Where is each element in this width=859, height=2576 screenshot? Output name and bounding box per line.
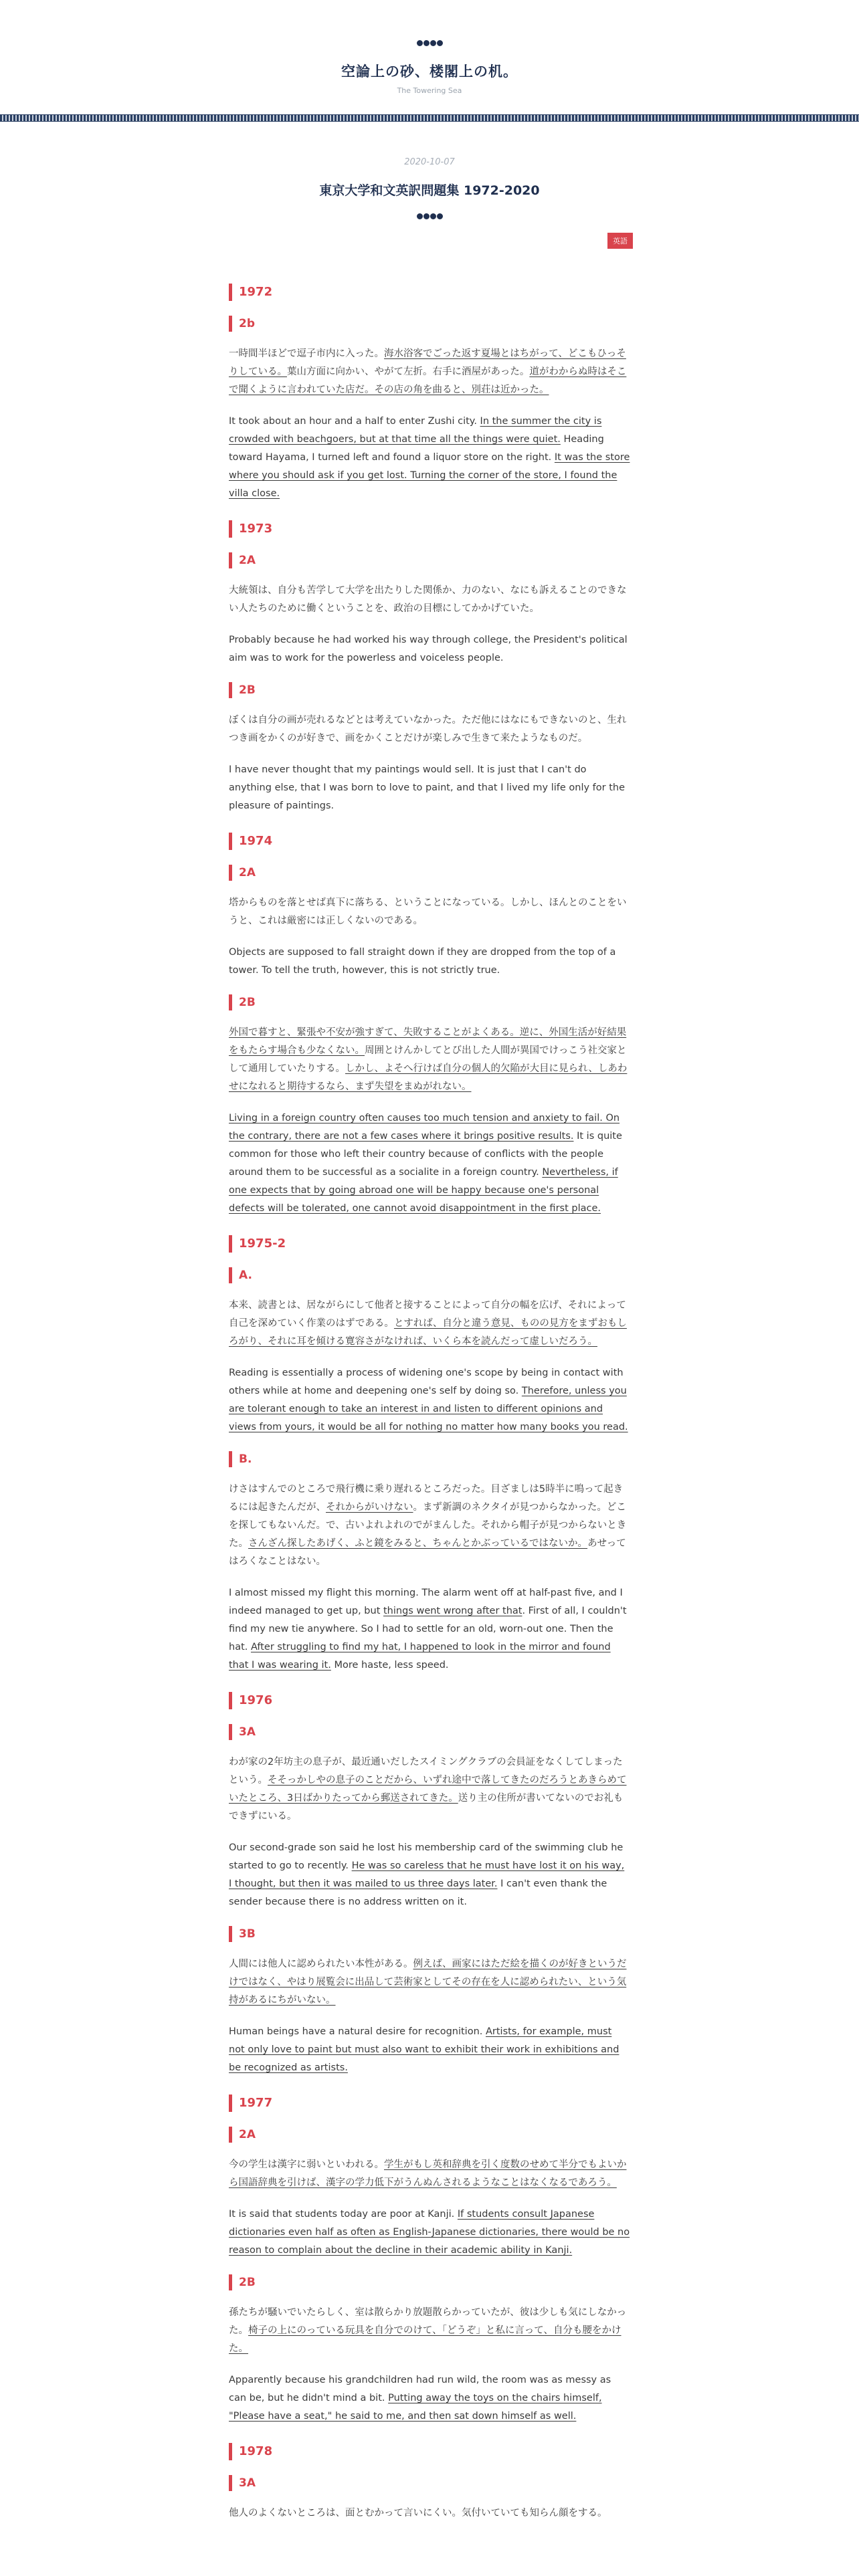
year-heading: 1973	[229, 520, 630, 538]
text-segment: 大統領は、自分も苦学して大学を出たりした関係か、力のない、なにも訴えることのできない人たちのために働くということを、政治の目標にしてかかげていた。	[229, 585, 627, 614]
section-heading: 2b	[229, 316, 630, 332]
text-segment: Reading is essentially a process of widening one's scope by being in contact with others while at home and deepening one's self by doing so.	[229, 1368, 624, 1396]
paragraph	[229, 1839, 630, 1911]
paragraph	[229, 2156, 630, 2192]
underlined-text: Putting away the toys on the chairs himself, "Please have a seat," he said to me, and then sat down himself as well.	[229, 2393, 602, 2422]
underlined-text: Living in a foreign country often causes too much tension and anxiety to fail. On the contrary, there are not a few cases where it brings positive results.	[229, 1113, 620, 1142]
underlined-text: He was so careless that he must have lost it on his way, I thought, but then it was mailed to us three days later.	[229, 1860, 625, 1889]
paragraph	[229, 2504, 630, 2523]
text-segment: I have never thought that my paintings would sell. It is just that I can't do anything else, that I was born to love to paint, and that I lived my life only for the pleasure of paintings.	[229, 764, 626, 811]
section-heading: 2B	[229, 2274, 630, 2290]
paragraph	[229, 1955, 630, 2010]
text-segment: Human beings have a natural desire for recognition.	[229, 2026, 486, 2037]
text-segment: Heading toward Hayama, I turned left and found a liquor store on the right.	[229, 434, 604, 463]
year-heading: 1975-2	[229, 1235, 630, 1253]
underlined-text: それからがいけない	[326, 1502, 413, 1513]
underlined-text: さんざん探したあげく、ふと鏡をみると、ちゃんとかぶっているではないか。	[248, 1538, 588, 1549]
underlined-text: It was the store where you should ask if you get lost. Turning the corner of the store, I found the villa close.	[229, 452, 630, 499]
paragraph	[229, 2206, 630, 2260]
paragraph	[229, 712, 630, 748]
year-heading: 1976	[229, 1692, 630, 1709]
text-segment: It is said that students today are poor at Kanji.	[229, 2209, 458, 2220]
paragraph	[229, 1109, 630, 1218]
text-segment: 。まず新調のネクタイが見つからなかった。どこを探してもないんだ。で、古いよれよれのでがまんした。それから帽子が見つからないときた。	[229, 1502, 627, 1549]
text-segment: More haste, less speed.	[330, 1660, 449, 1671]
paragraph	[229, 2304, 630, 2358]
text-segment: Objects are supposed to fall straight down if they are dropped from the top of a tower. To tell the truth, however, this is not strictly true.	[229, 947, 616, 976]
text-segment: I almost missed my flight this morning. The alarm went off at half-past five, and I indeed managed to get up, but	[229, 1588, 623, 1616]
text-segment: わが家の2年坊主の息子が、最近通いだしたスイミングクラブの会員証をなくしてしまったという。	[229, 1757, 623, 1786]
section-heading: A.	[229, 1267, 630, 1283]
text-segment: ぼくは自分の画が売れるなどとは考えていなかった。ただ他にはなにもできないのと、生れつき画をかくのが好きで、画をかくことだけが楽しみで生きて来たようなものだ。	[229, 715, 627, 744]
paragraph	[229, 761, 630, 815]
text-segment: . First of all, I couldn't find my new tie anywhere. So I had to settle for an old, worn-out one. Then the hat.	[229, 1606, 627, 1652]
paragraph	[229, 894, 630, 930]
section-heading: 3A	[229, 2475, 630, 2491]
header-border-band	[0, 114, 859, 122]
text-segment: 周囲とけんかしてとび出した人間が異国でけっこう社交家として通用していたりする。	[229, 1045, 627, 1074]
text-segment: 本来、読書とは、居ながらにして他者と接することによって自分の幅を広げ、それによって自己を深めていく作業のはずである。	[229, 1300, 626, 1329]
paragraph	[229, 1584, 630, 1675]
section-heading: 2A	[229, 552, 630, 568]
year-heading: 1977	[229, 2095, 630, 2112]
underlined-text: things went wrong after that	[383, 1606, 522, 1616]
underlined-text: Therefore, unless you are tolerant enough to take an interest in and listen to different opinions and views from yours, it would be all for nothing no matter how many books you read.	[229, 1386, 628, 1432]
underlined-text: しかし、よそへ行けば自分の個人的欠陥が大目に見られ、しあわせになれると期待するなら、まず失望をまぬがれない。	[229, 1063, 628, 1092]
paragraph	[229, 413, 630, 503]
underlined-text: 椅子の上にのっている玩具を自分でのけて、「どうぞ」と私に言って、自分も腰をかけた。	[229, 2325, 622, 2354]
text-segment: I can't even thank the sender because there is no address written on it.	[229, 1879, 607, 1907]
text-segment: あせってはろくなことはない。	[229, 1538, 626, 1567]
text-segment: Our second-grade son said he lost his membership card of the swimming club he started to go to recently.	[229, 1842, 624, 1871]
section-heading: B.	[229, 1451, 630, 1467]
underlined-text: Artists, for example, must not only love to paint but must also want to exhibit their work in exhibitions and be recognized as artists.	[229, 2026, 619, 2073]
section-heading: 2B	[229, 682, 630, 698]
underlined-text: In the summer the city is crowded with beachgoers, but at that time all the things were quiet.	[229, 416, 602, 445]
section-heading: 3A	[229, 1724, 630, 1740]
paragraph	[229, 1297, 630, 1351]
text-segment: It took about an hour and a half to enter Zushi city.	[229, 416, 480, 427]
year-heading: 1978	[229, 2443, 630, 2460]
paragraph	[229, 944, 630, 980]
paragraph	[229, 2371, 630, 2426]
section-heading: 2B	[229, 994, 630, 1010]
text-segment: 人間には他人に認められたい本性がある。	[229, 1959, 413, 1969]
post-title: 東京大学和文英訳問題集 1972-2020	[319, 183, 540, 198]
underlined-text: 外国で暮すと、緊張や不安が強すぎて、失敗することがよくある。逆に、外国生活が好結果をもたらす場合も少なくない。	[229, 1027, 627, 1056]
paragraph	[229, 2023, 630, 2077]
text-segment: 他人のよくないところは、面とむかって言いにくい。気付いていても知らん顔をする。	[229, 2508, 607, 2518]
text-segment: Apparently because his grandchildren had run wild, the room was as messy as can be, but he didn't mind a bit.	[229, 2375, 611, 2403]
text-segment: 今の学生は漢字に弱いといわれる。	[229, 2159, 384, 2170]
text-segment: 孫たちが騒いでいたらしく、室は散らかり放題散らかっていたが、彼は少しも気にしなかった。	[229, 2307, 627, 2336]
site-subtitle: The Towering Sea	[397, 86, 462, 95]
site-header	[0, 0, 859, 120]
category-tag[interactable]: 英語	[607, 233, 633, 249]
text-segment: Probably because he had worked his way through college, the President's political aim was to work for the powerless and voiceless people.	[229, 635, 628, 663]
post-header	[0, 120, 859, 219]
text-segment: 一時間半ほどで逗子市内に入った。	[229, 348, 384, 359]
underlined-text: 海水浴客でごった返す夏場とはちがって、どこもひっそりしている。	[229, 348, 626, 377]
post-date: 2020-10-07	[404, 157, 455, 167]
section-heading: 2A	[229, 2127, 630, 2143]
title-dots-ornament	[0, 213, 859, 219]
paragraph	[229, 582, 630, 618]
paragraph	[229, 1753, 630, 1826]
text-segment: けさはすんでのところで飛行機に乗り遅れるところだった。目ざましは5時半に鳴って起きるには起きたんだが、	[229, 1484, 624, 1513]
paragraph	[229, 631, 630, 667]
text-segment: It is quite common for those who left their country because of conflicts with the people around them to be successful as a socialite in a foreign country.	[229, 1131, 622, 1178]
underlined-text: 例えば、画家にはただ絵を描くのが好きというだけではなく、やはり展覧会に出品して芸術家としてその存在を人に認められたい、という気持があるにちがいない。	[229, 1959, 627, 2006]
underlined-text: After struggling to find my hat, I happened to look in the mirror and found that I was wearing it.	[229, 1642, 611, 1671]
year-heading: 1974	[229, 833, 630, 850]
underlined-text: If students consult Japanese dictionaries even half as often as English-Japanese dictionaries, there would be no reason to complain about the decline in their academic ability in Kanji.	[229, 2209, 630, 2256]
paragraph	[229, 1481, 630, 1571]
underlined-text: 道がわからぬ時はそこで聞くように言われていた店だ。その店の角を曲ると、別荘は近かった。	[229, 366, 627, 395]
underlined-text: 学生がもし英和辞典を引く度数のせめて半分でもよいから国語辞典を引けば、漢字の学力低下がうんぬんされるようなことはなくなるであろう。	[229, 2159, 627, 2188]
underlined-text: そそっかしやの息子のことだから、いずれ途中で落してきたのだろうとあきらめていたところ、3日ばかりたってから郵送されてきた。	[229, 1775, 627, 1804]
text-segment: 塔からものを落とせば真下に落ちる、ということになっている。しかし、ほんとのことをいうと、これは厳密には正しくないのである。	[229, 897, 627, 926]
text-segment: 送り主の住所が書いてないのでお礼もできずにいる。	[229, 1793, 624, 1822]
text-segment: 葉山方面に向かい、やがて左折。右手に酒屋があった。	[287, 366, 530, 377]
header-dots-ornament	[0, 0, 859, 46]
article-body	[229, 233, 630, 2523]
site-title[interactable]: 空論上の砂、楼閣上の机。	[341, 64, 518, 80]
underlined-text: とすれば、自分と違う意見、ものの見方をまずおもしろがり、それに耳を傾ける寛容さがなければ、いくら本を読んだって虚しいだろう。	[229, 1318, 627, 1347]
section-heading: 3B	[229, 1926, 630, 1942]
year-heading: 1972	[229, 284, 630, 301]
paragraph	[229, 1364, 630, 1436]
section-heading: 2A	[229, 865, 630, 881]
paragraph	[229, 1024, 630, 1096]
underlined-text: Nevertheless, if one expects that by going abroad one will be happy because one's personal defects will be tolerated, one cannot avoid disappointment in the first place.	[229, 1167, 618, 1214]
paragraph	[229, 345, 630, 399]
